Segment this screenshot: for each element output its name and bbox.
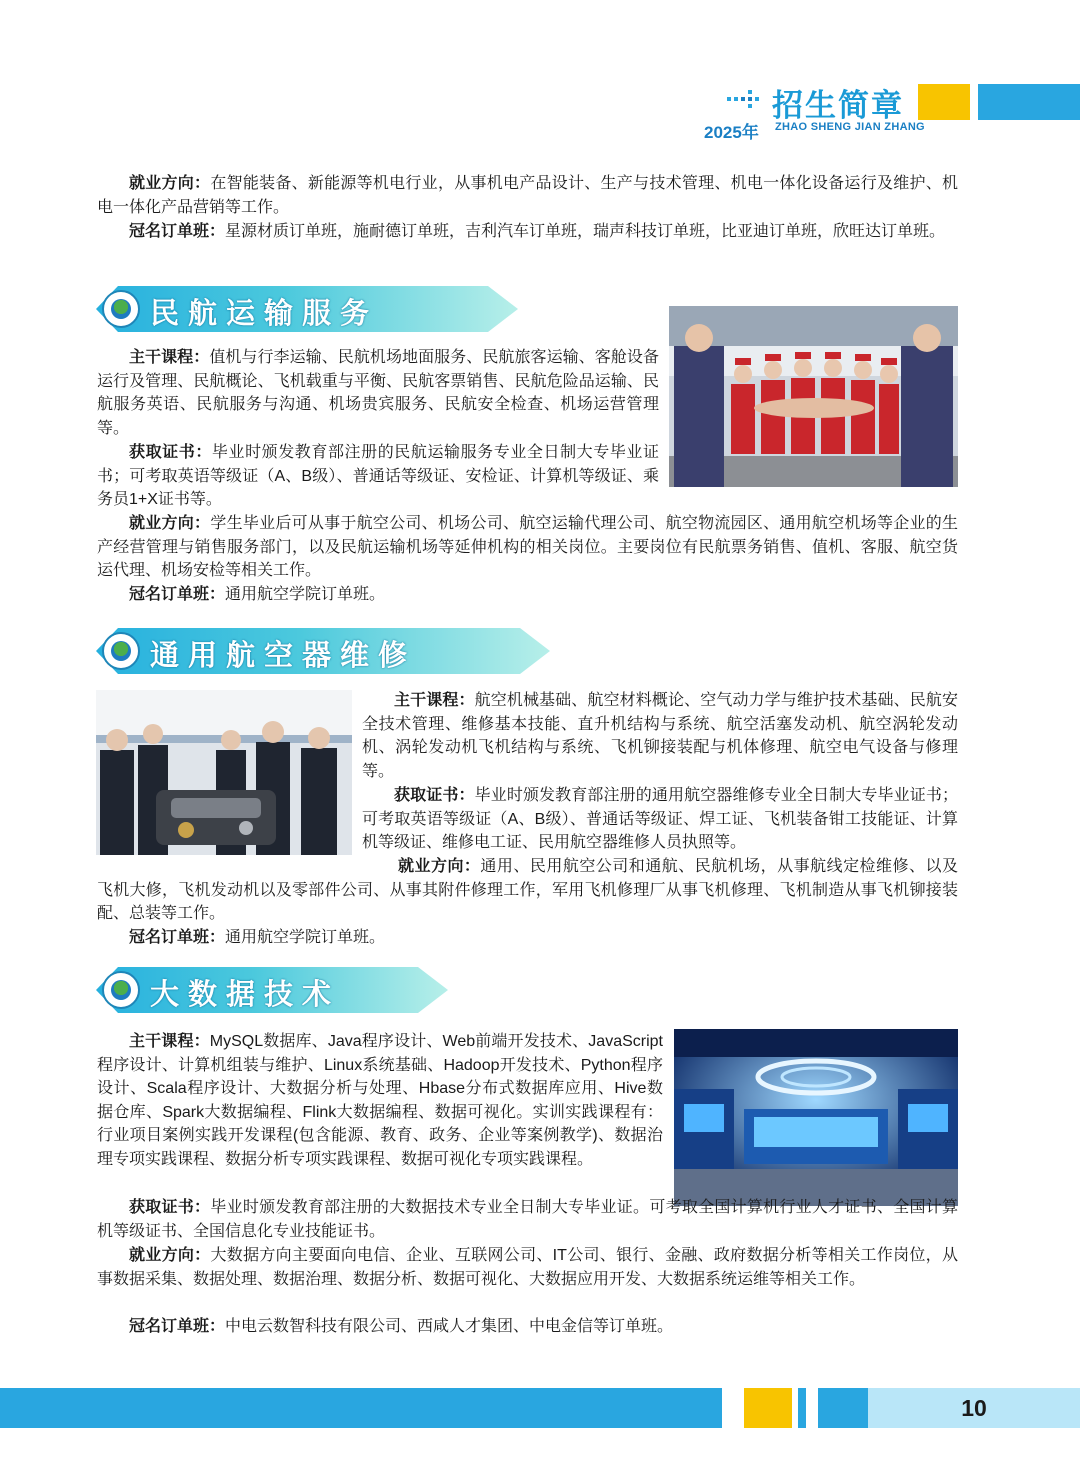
- school-emblem-icon: [102, 971, 140, 1009]
- brochure-title: 招生简章: [772, 88, 904, 123]
- civil-aviation-certificates: [97, 441, 659, 512]
- aircraft-maintenance-certificates: [362, 784, 958, 855]
- courses-label: 主干课程：: [129, 349, 210, 366]
- employment-text: 通用、民用航空公司和通航、民航机场，从事航线定检维修、以及飞机大修，飞机发动机以及零部件公司、从事其附件修理工作，军用飞机修理厂从事飞机修理、飞机制造从事飞机铆接装配、总装等工作。: [97, 858, 958, 923]
- courses-label: 主干课程：: [394, 692, 475, 709]
- named-class-text: 通用航空学院订单班。: [225, 929, 386, 946]
- courses-text: MySQL数据库、Java程序设计、Web前端开发技术、JavaScript程序设计、计算机组装与维护、Linux系统基础、Hadoop开发技术、Python程序设计、Scala程序设计、大数据分析与处理、Hbase分布式数据库应用、Hive数据仓库、Spark大数据编程、Flink大数据编程、数据可视化。实训实践课程有：行业项目案例实践开发课程(包含能源、教育、政务、企业等案例教学)、数据治理专项实践课程、数据分析专项实践课程、数据可视化专项实践课程。: [97, 1033, 663, 1168]
- named-class-label: 冠名订单班：: [129, 1318, 226, 1335]
- section-banner-civil-aviation: [96, 286, 518, 332]
- employment-text: 在智能装备、新能源等机电行业，从事机电产品设计、生产与技术管理、机电一体化设备运行及维护、机电一体化产品营销等工作。: [97, 175, 958, 216]
- school-emblem-icon: [102, 290, 140, 328]
- big-data-named-class: [97, 1315, 958, 1339]
- big-data-certificates: [97, 1196, 958, 1243]
- footer-blue-bar: [0, 1388, 722, 1428]
- page-number: 10: [868, 1388, 1080, 1428]
- named-class-text: 中电云数智科技有限公司、西咸人才集团、中电金信等订单班。: [225, 1318, 674, 1335]
- employment-label: 就业方向：: [398, 858, 481, 875]
- intro-named-class: [97, 220, 958, 244]
- employment-label: 就业方向：: [129, 175, 211, 192]
- section-title: 通用航空器维修: [150, 640, 417, 672]
- certificates-label: 获取证书：: [129, 1199, 211, 1216]
- section-banner-aircraft-maintenance: [96, 628, 550, 674]
- courses-text: 航空机械基础、航空材料概论、空气动力学与维护技术基础、民航安全技术管理、维修基本技能、直升机结构与系统、航空活塞发动机、航空涡轮发动机、涡轮发动机飞机结构与系统、飞机铆接装配与机体修理、航空电气设备与修理等。: [362, 692, 958, 780]
- certificates-text: 毕业时颁发教育部注册的民航运输服务专业全日制大专毕业证书；可考取英语等级证（A、B级）、普通话等级证、安检证、计算机等级证、乘务员1+X证书等。: [97, 444, 659, 509]
- employment-text: 学生毕业后可从事于航空公司、机场公司、航空运输代理公司、航空物流园区、通用航空机场等企业的生产经营管理与销售服务部门，以及民航运输机场等延伸机构的相关岗位。主要岗位有民航票务销售、值机、客服、航空货运代理、机场安检等相关工作。: [97, 515, 958, 580]
- courses-label: 主干课程：: [129, 1033, 210, 1050]
- brochure-year: 2025年: [704, 123, 759, 142]
- certificates-label: 获取证书：: [394, 787, 475, 804]
- big-data-lab-photo: [674, 1029, 958, 1206]
- courses-text: 值机与行李运输、民航机场地面服务、民航旅客运输、客舱设备运行及管理、民航概论、飞机载重与平衡、民航客票销售、民航危险品运输、民航服务英语、民航服务与沟通、机场贵宾服务、民航安全检查、机场运营管理等。: [97, 349, 659, 437]
- employment-label: 就业方向：: [129, 515, 211, 532]
- footer-blue-block: [818, 1388, 868, 1428]
- certificates-text: 毕业时颁发教育部注册的通用航空器维修专业全日制大专毕业证书；可考取英语等级证（A、B级）、普通话等级证、焊工证、飞机装备钳工技能证、计算机等级证、维修电工证、民用航空器维修人员执照等。: [362, 787, 958, 852]
- aircraft-maintenance-courses: [362, 689, 958, 783]
- flight-attendants-photo: [669, 306, 958, 487]
- cross-arrow-icon: [727, 86, 761, 112]
- brochure-subtitle: ZHAO SHENG JIAN ZHANG: [775, 121, 925, 133]
- certificates-text: 毕业时颁发教育部注册的大数据技术专业全日制大专毕业证。可考取全国计算机行业人才证书、全国计算机等级证书、全国信息化专业技能证书。: [97, 1199, 958, 1240]
- engine-workshop-photo: [96, 690, 352, 855]
- civil-aviation-employment: [97, 512, 958, 583]
- civil-aviation-courses: [97, 346, 659, 440]
- intro-employment: [97, 172, 958, 219]
- header-yellow-block: [918, 84, 970, 120]
- aircraft-maintenance-named-class: [97, 926, 958, 950]
- named-class-text: 星源材质订单班，施耐德订单班，吉利汽车订单班，瑞声科技订单班，比亚迪订单班，欣旺达订单班。: [225, 223, 946, 240]
- named-class-label: 冠名订单班：: [129, 223, 226, 240]
- footer-blue-stripe: [798, 1388, 806, 1428]
- certificates-label: 获取证书：: [129, 444, 212, 461]
- named-class-label: 冠名订单班：: [129, 586, 226, 603]
- aircraft-maintenance-employment: [97, 855, 958, 926]
- big-data-courses: [97, 1030, 663, 1172]
- footer-yellow-block: [744, 1388, 792, 1428]
- section-title: 民航运输服务: [150, 298, 379, 330]
- civil-aviation-named-class: [97, 583, 958, 607]
- header-blue-block: [978, 84, 1080, 120]
- named-class-text: 通用航空学院订单班。: [225, 586, 386, 603]
- employment-text: 大数据方向主要面向电信、企业、互联网公司、IT公司、银行、金融、政府数据分析等相关工作岗位，从事数据采集、数据处理、数据治理、数据分析、数据可视化、大数据应用开发、大数据系统运维等相关工作。: [97, 1247, 958, 1288]
- employment-label: 就业方向：: [129, 1247, 211, 1264]
- school-emblem-icon: [102, 632, 140, 670]
- named-class-label: 冠名订单班：: [129, 929, 226, 946]
- section-banner-big-data: [96, 967, 448, 1013]
- big-data-employment: [97, 1244, 958, 1291]
- section-title: 大数据技术: [150, 979, 341, 1011]
